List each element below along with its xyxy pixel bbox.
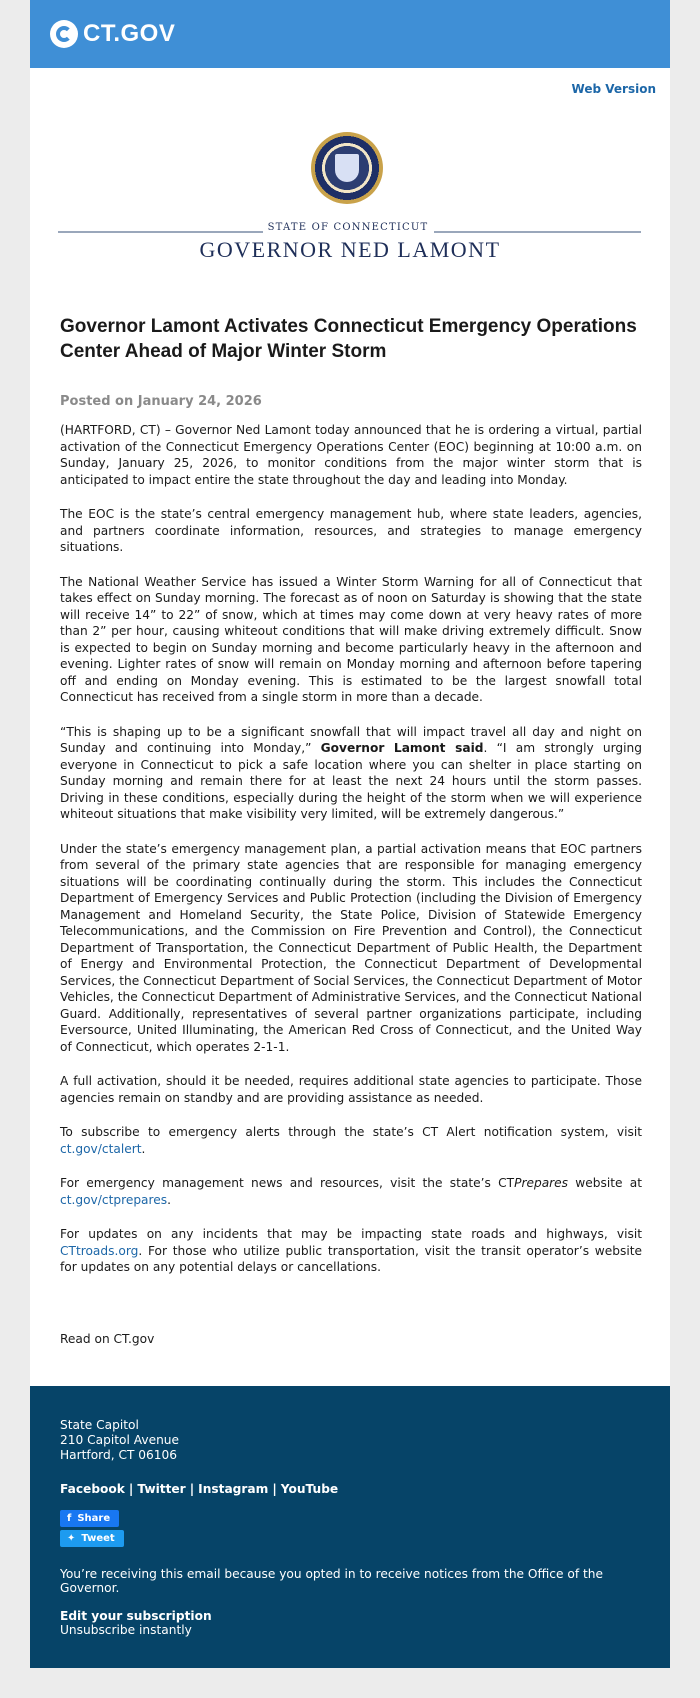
tweet-label: Tweet [81,1532,115,1544]
ctprepares-link[interactable]: ct.gov/ctprepares [60,1192,168,1207]
youtube-link[interactable]: YouTube [280,1481,339,1496]
optin-notice: You’re receiving this email because you opted in to receive notices from the Office of the Governor. [60,1566,604,1595]
quote-part-1: “This is shaping up to be a significant snowfall that will impact travel all day and night on Sunday and continuing into Monday,” [60,724,642,755]
paragraph-8-text: For emergency management news and resources, visit the state’s CT [60,1176,515,1190]
paragraph-9-end: . For those who utilize public transportation, visit the transit operator’s website for updates on any potential delays or cancellations. [60,1243,642,1274]
share-label: Share [77,1512,111,1524]
email-container [30,0,670,1668]
web-version-bar [30,68,670,102]
tweet-button[interactable] [60,1530,124,1547]
paragraph-9-text: For updates on any incidents that may be impacting state roads and highways, visit [60,1227,642,1241]
address-line: State Capitol [60,1417,139,1432]
ctalert-link[interactable]: ct.gov/ctalert [60,1141,142,1156]
web-version-link[interactable]: Web Version [571,82,656,96]
paragraph-7-end: . [141,1141,146,1156]
footer [30,1386,670,1668]
ct-logo-icon [50,20,78,48]
facebook-share-button[interactable] [60,1510,119,1527]
masthead-rule-left [58,231,263,233]
cttroads-link[interactable]: CTtroads.org [60,1243,139,1258]
paragraph-1: (HARTFORD, CT) – Governor Ned Lamont today announced that he is ordering a virtual, partial activation of the Connecticut Emergency Operations Center (EOC) beginning at 10:00 a.m. on Sunday, January 25, 2026, to monitor conditions from the major winter storm that is anticipated to impact entire the state throughout the day and leading into Monday. [60,423,642,487]
masthead-rule-right [434,231,641,233]
quote-part-2: . “I am strongly urging everyone in Connecticut to pick a safe location where you can shelter in place starting on Sunday morning and remain there for at least the next 24 hours until the storm passes. Driving in these conditions, especially during the height of the storm when we will experience whiteout situations that make visibility very limited, will be extremely dangerous.” [60,741,643,821]
address-block [60,1418,642,1463]
paragraph-7 [60,1124,642,1157]
paragraph-8-end: . [167,1192,171,1207]
paragraph-7-text: To subscribe to emergency alerts through the state’s CT Alert notification system, visit [60,1125,642,1139]
paragraph-3: The National Weather Service has issued a Winter Storm Warning for all of Connecticut that takes effect on Sunday morning. The forecast as of noon on Saturday is showing that the state will receive 14” to 22” of snow, which at times may come down at very heavy rates of more than 2” per hour, causing whiteout conditions that will make driving extremely difficult. Snow is expected to begin on Sunday morning and become particularly heavy in the afternoon and evening. Lighter rates of snow will remain on Monday morning and afternoon before tapering off and ending on Monday evening. This is estimated to be the largest snowfall total Connecticut has received from a single storm in more than a decade. [60,574,642,704]
facebook-link[interactable]: Facebook [60,1481,125,1496]
separator: | [128,1481,134,1496]
governor-name: GOVERNOR NED LAMONT [199,237,501,262]
unsubscribe-link[interactable]: Unsubscribe instantly [60,1622,192,1637]
separator: | [272,1481,277,1496]
governor-seal-icon [311,132,383,204]
paragraph-8-mid: website at [568,1176,642,1190]
ct-gov-logo[interactable] [50,20,175,48]
twitter-bird-icon: ✦ [67,1532,76,1544]
paragraph-2: The EOC is the state’s central emergency management hub, where state leaders, agencies, and partners coordinate information, resources, and strategies to manage emergency situations. [60,507,642,554]
address-line: 210 Capitol Avenue [60,1432,180,1447]
twitter-link[interactable]: Twitter [137,1481,186,1496]
posted-date: Posted on January 24, 2026 [60,394,262,409]
paragraph-6: A full activation, should it be needed, requires additional state agencies to participate. Those agencies remain on standby and are providing assistance as needed. [60,1074,642,1105]
top-banner [30,0,670,68]
quote-attribution: Governor Lamont said [320,741,484,755]
separator: | [189,1481,195,1496]
paragraph-5: Under the state’s emergency management plan, a partial activation means that EOC partners from several of the primary state agencies that are responsible for managing emergency situations will be coordinating continually during the storm. This includes the Connecticut Department of Emergency Services and Public Protection (including the Division of Emergency Management and Homeland Security, the State Police, Division of Statewide Emergency Telecommunications, and the Commission on Fire Prevention and Control), the Connecticut Department of Transportation, the Connecticut Department of Public Health, the Department of Energy and Environmental Protection, the Connecticut Department of Developmental Services, the Connecticut Department of Social Services, the Connecticut Department of Motor Vehicles, the Connecticut Department of Administrative Services, and the Connecticut National Guard. Additionally, representatives of several partner organizations participate, including Eversource, United Illuminating, the American Red Cross of Connecticut, and the United Way of Connecticut, which operates 2-1-1. [60,841,642,1054]
article-title: Governor Lamont Activates Connecticut Emergency Operations Center Ahead of Major Winter Storm [60,316,637,362]
instagram-link[interactable]: Instagram [198,1481,269,1496]
paragraph-4 [60,724,642,823]
article-body [30,250,670,1386]
state-label: STATE OF CONNECTICUT [267,222,429,233]
paragraph-9 [60,1226,642,1276]
prepares-emphasis: Prepares [514,1176,569,1190]
edit-subscription-link[interactable]: Edit your subscription [60,1608,212,1623]
read-on-ct-gov[interactable]: Read on CT.gov [60,1331,155,1346]
paragraph-8 [60,1175,642,1208]
facebook-icon: f [67,1512,72,1524]
logo-text: CT.GOV [83,20,176,47]
masthead [30,102,670,262]
share-buttons [60,1510,642,1550]
address-line: Hartford, CT 06106 [60,1447,178,1462]
social-links [60,1482,642,1496]
